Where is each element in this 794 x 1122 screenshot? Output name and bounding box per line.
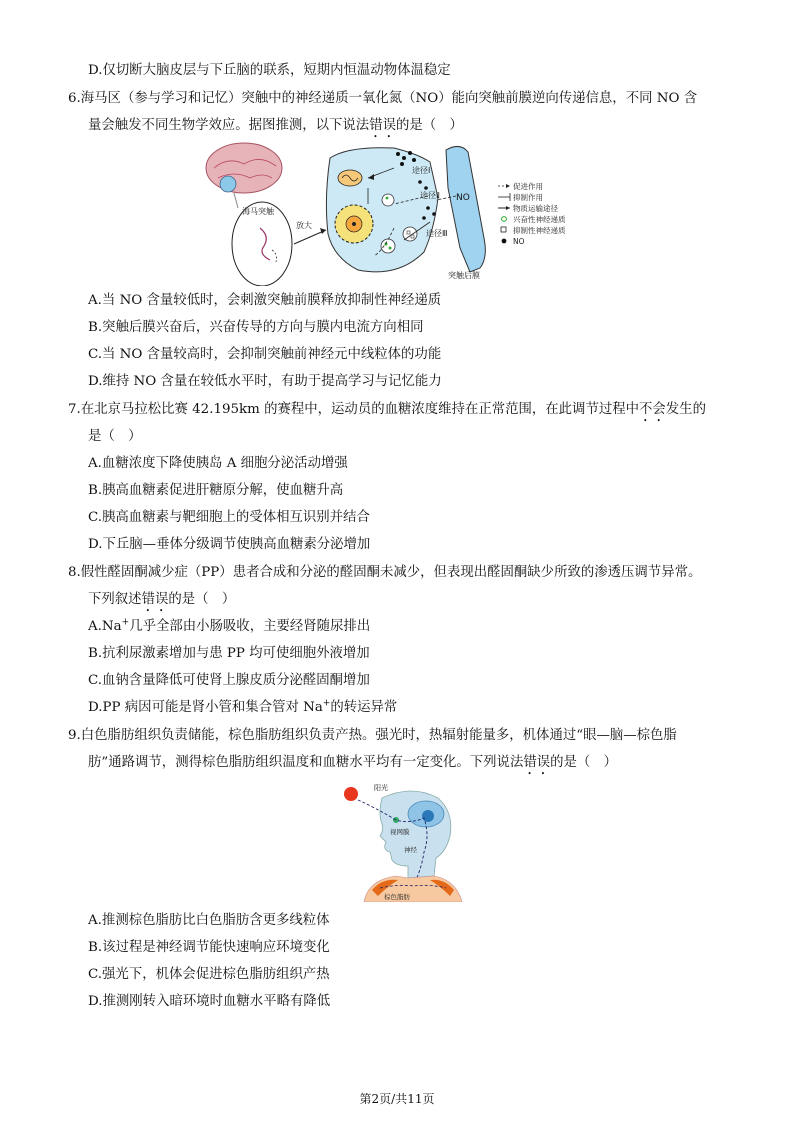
q7-option-c: C.胰高血糖素与靶细胞上的受体相互识别并结合 <box>88 510 370 525</box>
path-iii-label: 途径Ⅲ <box>426 229 448 238</box>
zoom-label: 放大 <box>296 221 312 230</box>
q8-stem-line2: 下列叙述错误的是（ ） <box>88 592 236 607</box>
q8-emphasis: 错误 <box>141 592 169 607</box>
q6-synapse-figure <box>198 138 598 286</box>
svg-text:NO: NO <box>513 237 525 246</box>
q6-option-c: C.当 NO 含量较高时，会抑制突触前神经元中线粒体的功能 <box>88 347 442 362</box>
q6-stem-line1: 6.海马区（参与学习和记忆）突触中的神经递质一氧化氮（NO）能向突触前膜逆向传递信息，不同 NO 含 <box>68 91 698 106</box>
q8-stem-line1: 8.假性醛固酮减少症（PP）患者合成和分泌的醛固酮未减少，但表现出醛固酮缺少所致的渗透压调节异常。 <box>68 565 702 580</box>
q9-option-c: C.强光下，机体会促进棕色脂肪组织产热 <box>88 967 330 982</box>
q7-option-d: D.下丘脑—垂体分级调节使胰高血糖素分泌增加 <box>88 537 371 552</box>
path-i-label: 途径Ⅰ <box>412 166 431 175</box>
svg-text:兴奋性神经递质: 兴奋性神经递质 <box>513 215 566 224</box>
q8-option-d: D.PP 病因可能是肾小管和集合管对 Na+的转运异常 <box>88 698 398 715</box>
sun-label: 阳光 <box>374 784 388 792</box>
q8-option-c: C.血钠含量降低可使肾上腺皮质分泌醛固酮增加 <box>88 673 370 688</box>
q9-emphasis: 错误 <box>523 755 551 770</box>
q9-eye-brain-fat-figure <box>338 780 470 902</box>
svg-text:物质运输途径: 物质运输途径 <box>513 204 558 213</box>
q6-stem-line2: 量会触发不同生物学效应。据图推测，以下说法错误的是（ ） <box>88 118 463 133</box>
no-label: NO <box>456 193 470 203</box>
q6-option-d: D.维持 NO 含量在较低水平时，有助于提高学习与记忆能力 <box>88 374 442 389</box>
q7-stem-line1: 7.在北京马拉松比赛 42.195km 的赛程中，运动员的血糖浓度维持在正常范围，在此调节过程中不会发生的 <box>68 402 706 417</box>
q7-emphasis: 不会 <box>639 402 666 417</box>
retina-label: 视网膜 <box>390 828 410 836</box>
q9-stem-line2: 肪”通路调节，测得棕色脂肪组织温度和血糖水平均有一定变化。下列说法错误的是（ ） <box>88 755 618 770</box>
q6-emphasis: 错误 <box>369 118 396 133</box>
q9-stem-line1: 9.白色脂肪组织负责储能，棕色脂肪组织负责产热。强光时，热辐射能量多，机体通过“眼—脑—棕色脂 <box>68 728 677 743</box>
q5-option-d: D.仅切断大脑皮层与下丘脑的联系，短期内恒温动物体温稳定 <box>88 63 451 78</box>
q9-option-d: D.推测刚转入暗环境时血糖水平略有降低 <box>88 994 331 1009</box>
page-footer: 第2页/共11页 <box>359 1092 435 1106</box>
q9-option-a: A.推测棕色脂肪比白色脂肪含更多线粒体 <box>88 913 330 928</box>
q7-stem-line2: 是（ ） <box>88 429 142 444</box>
hippocampus-label: 海马突触 <box>242 207 274 216</box>
q6-option-a: A.当 NO 含量较低时，会刺激突触前膜释放抑制性神经递质 <box>88 293 442 308</box>
q7-option-a: A.血糖浓度下降使胰岛 A 细胞分泌活动增强 <box>88 456 348 471</box>
svg-text:抑制作用: 抑制作用 <box>513 193 543 202</box>
figure-legend <box>498 181 566 246</box>
svg-text:促进作用: 促进作用 <box>513 182 543 191</box>
q8-option-a: A.Na+几乎全部由小肠吸收，主要经肾随尿排出 <box>88 617 371 634</box>
fat-label: 棕色脂肪 <box>384 893 410 901</box>
nerve-label: 神经 <box>404 846 417 854</box>
postsynaptic-label: 突触后膜 <box>448 271 480 280</box>
q9-option-b: B.该过程是神经调节能快速响应环境变化 <box>88 940 330 955</box>
q6-option-b: B.突触后膜兴奋后，兴奋传导的方向与膜内电流方向相同 <box>88 320 424 335</box>
path-ii-label: 途径Ⅱ <box>420 191 440 200</box>
q8-option-b: B.抗利尿激素增加与患 PP 均可使细胞外液增加 <box>88 646 370 661</box>
q7-option-b: B.胰高血糖素促进肝糖原分解，使血糖升高 <box>88 483 344 498</box>
svg-text:抑制性神经递质: 抑制性神经递质 <box>513 226 566 235</box>
